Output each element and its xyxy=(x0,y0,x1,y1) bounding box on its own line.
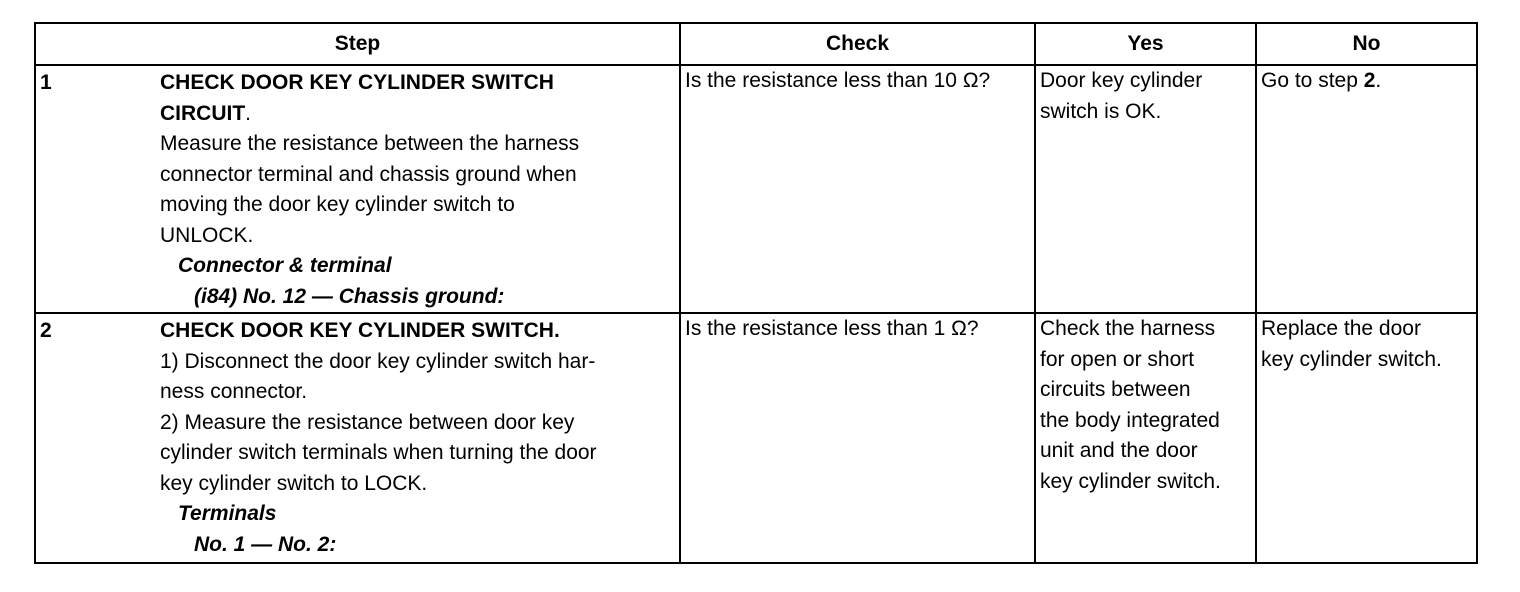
yes-line: switch is OK. xyxy=(1040,99,1162,123)
step-sub-label: Terminals xyxy=(178,502,277,525)
yes-line: the body integrated xyxy=(1040,408,1220,432)
no-line: Replace the door xyxy=(1261,317,1421,340)
step-number: 1 xyxy=(40,71,52,94)
step-heading: CHECK DOOR KEY CYLINDER SWITCH. xyxy=(160,319,560,342)
no-line: key cylinder switch. xyxy=(1261,347,1442,371)
step-body-line: Measure the resistance between the harness xyxy=(160,132,580,155)
yes-line: key cylinder switch. xyxy=(1040,469,1221,493)
yes-cell xyxy=(1035,313,1256,563)
step-body-line: 1) Disconnect the door key cylinder switch har- xyxy=(160,349,596,373)
header-step: Step xyxy=(35,23,680,65)
table-row xyxy=(35,313,1477,563)
step-body-line: moving the door key cylinder switch to xyxy=(160,193,515,216)
step-sub-label: Connector & terminal xyxy=(178,254,392,277)
header-row xyxy=(35,23,1477,65)
header-yes: Yes xyxy=(1035,23,1256,65)
step-sub-value: (i84) No. 12 — Chassis ground: xyxy=(194,284,505,308)
step-cell xyxy=(35,313,680,563)
step-cell xyxy=(35,65,680,313)
step-body-line: connector terminal and chassis ground when xyxy=(160,162,577,186)
step-body xyxy=(160,68,675,312)
diagnostic-table xyxy=(34,22,1478,564)
yes-line: Check the harness xyxy=(1040,317,1216,340)
yes-line: for open or short xyxy=(1040,347,1195,371)
no-cell xyxy=(1256,65,1477,313)
step-body-line: key cylinder switch to LOCK. xyxy=(160,471,428,495)
step-heading-text: CIRCUIT xyxy=(160,101,246,125)
step-number: 2 xyxy=(40,319,52,342)
header-check: Check xyxy=(680,23,1035,65)
yes-line: circuits between xyxy=(1040,378,1191,401)
yes-cell xyxy=(1035,65,1256,313)
check-cell: Is the resistance less than 10 Ω? xyxy=(680,65,1035,313)
header-no: No xyxy=(1256,23,1477,65)
step-body-line: 2) Measure the resistance between door key xyxy=(160,410,575,434)
table-row xyxy=(35,65,1477,313)
no-cell xyxy=(1256,313,1477,563)
no-prefix: Go to step xyxy=(1261,69,1364,92)
step-body-line: cylinder switch terminals when turning the door xyxy=(160,441,597,464)
step-sub-value: No. 1 — No. 2: xyxy=(194,532,337,556)
step-body xyxy=(160,316,675,560)
step-heading-line2 xyxy=(160,99,675,130)
step-body-line: UNLOCK. xyxy=(160,223,254,247)
step-heading-period: . xyxy=(245,101,252,125)
yes-line: Door key cylinder xyxy=(1040,69,1203,92)
no-suffix: . xyxy=(1375,69,1382,92)
step-heading-line1: CHECK DOOR KEY CYLINDER SWITCH xyxy=(160,71,554,94)
no-step-link: 2 xyxy=(1363,69,1376,92)
yes-line: unit and the door xyxy=(1040,439,1198,462)
step-body-line: ness connector. xyxy=(160,380,308,403)
check-cell: Is the resistance less than 1 Ω? xyxy=(680,313,1035,563)
